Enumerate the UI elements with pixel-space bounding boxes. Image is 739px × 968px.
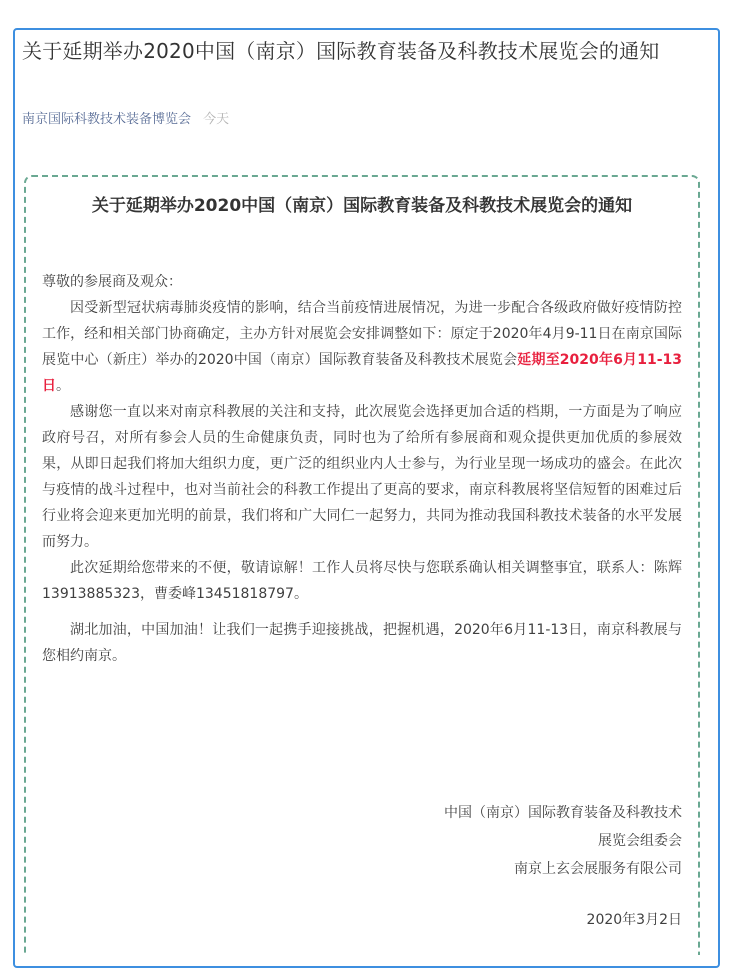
notice-title: 关于延期举办2020中国（南京）国际教育装备及科教技术展览会的通知 <box>91 196 633 216</box>
paragraph-thanks: 感谢您一直以来对南京科教展的关注和支持，此次展览会选择更加合适的档期，一方面是为了响应政府号召，对所有参会人员的生命健康负责，同时也为了给所有参展商和观众提供更加优质的参展效果，从即日起我们将加大组织力度，更广泛的组织业内人士参与，为行业呈现一场成功的盛会。在此次与疫情的战斗过程中，也对当前社会的科教工作提出了更高的要求，南京科教展将坚信短暂的困难过后行业将会迎来更加光明的前景，我们将和广大同仁一起努力，共同为推动我国科教技术装备的水平发展而努力。 <box>42 404 682 550</box>
signature-org-line2: 展览会组委会 <box>598 833 682 849</box>
article-title: 关于延期举办2020中国（南京）国际教育装备及科教技术展览会的通知 <box>22 39 660 63</box>
signature-org-line1: 中国（南京）国际教育装备及科教技术 <box>444 805 682 821</box>
paragraph-postpone-text: 因受新型冠状病毒肺炎疫情的影响，结合当前疫情进展情况，为进一步配合各级政府做好疫情防控工作，经和相关部门协商确定，主办方针对展览会安排调整如下：原定于2020年4月9-11日在南京国际展览中心（新庄）举办的2020中国（南京）国际教育装备及科教技术展览会 <box>42 300 682 368</box>
author-link[interactable]: 南京国际科教技术装备博览会 <box>22 112 192 127</box>
paragraph-contact: 此次延期给您带来的不便，敬请谅解！工作人员将尽快与您联系确认相关调整事宜，联系人：陈辉13913885323，曹委峰13451818797。 <box>42 560 682 602</box>
signature-company: 南京上玄会展服务有限公司 <box>514 861 682 877</box>
postpone-date-highlight: 延期至2020年6月11-13日 <box>42 352 682 394</box>
greeting: 尊敬的参展商及观众： <box>42 274 182 290</box>
publish-date: 今天 <box>203 112 230 127</box>
paragraph-postpone-end: 。 <box>56 378 70 394</box>
notice-content <box>42 269 682 669</box>
paragraph-closing: 湖北加油，中国加油！让我们一起携手迎接挑战，把握机遇，2020年6月11-13日，南京科教展与您相约南京。 <box>42 622 682 664</box>
paragraph-postpone <box>42 295 682 399</box>
notice-box <box>24 175 700 955</box>
article-meta <box>22 110 229 130</box>
signature-block <box>444 799 682 883</box>
signature-date: 2020年3月2日 <box>586 912 682 928</box>
